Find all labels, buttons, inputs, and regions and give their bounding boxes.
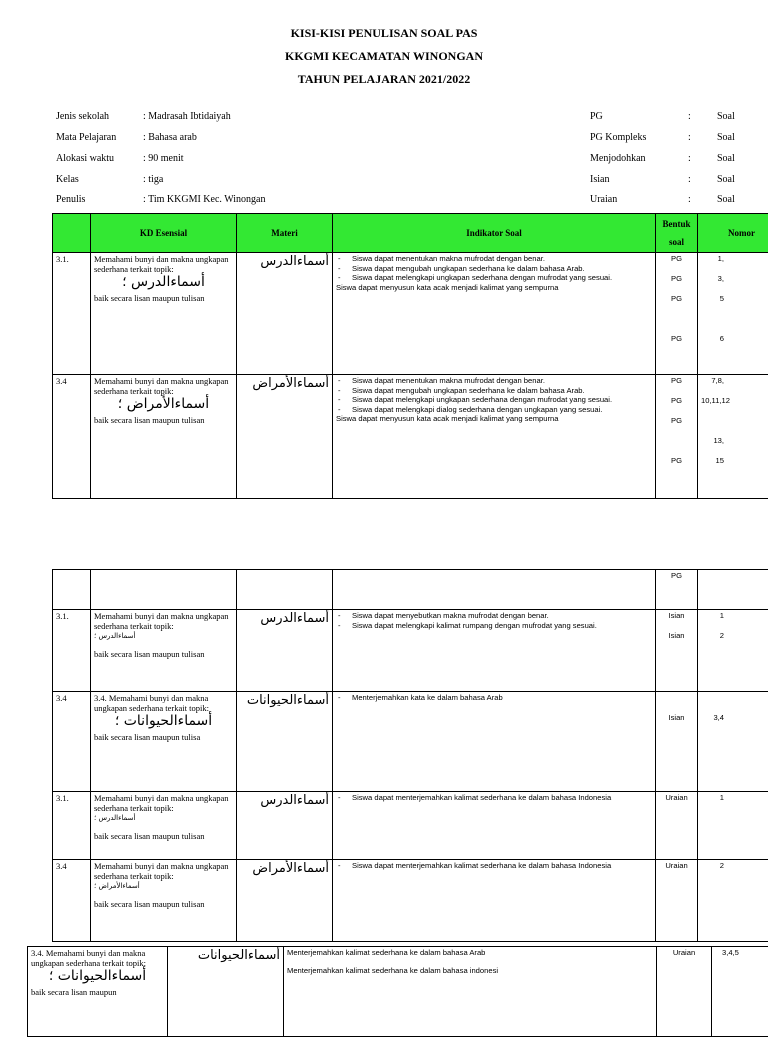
indikator-cell bbox=[333, 253, 656, 375]
bentuk-value: Isian bbox=[659, 713, 694, 733]
materi-cell: أسماءالحيوانات bbox=[168, 947, 284, 1037]
materi-cell: أسماءالأمراض bbox=[237, 860, 333, 942]
nomor-cell bbox=[698, 253, 768, 375]
bentuk-value bbox=[659, 314, 694, 334]
kd-text-2: baik secara lisan maupun tulisa bbox=[94, 732, 233, 742]
info-label: PG Kompleks bbox=[590, 132, 646, 143]
bentuk-cell bbox=[656, 375, 698, 499]
kisi-table bbox=[52, 213, 768, 499]
info-value: Soal bbox=[717, 132, 735, 143]
bentuk-value bbox=[659, 436, 694, 456]
materi-cell bbox=[237, 570, 333, 610]
info-sep: : bbox=[688, 194, 691, 205]
kd-arabic-topic: أسماءالأمراض ؛ bbox=[94, 881, 233, 891]
bentuk-value: Uraian bbox=[656, 792, 698, 860]
kd-number: 3.1. bbox=[53, 253, 91, 375]
kd-cell bbox=[91, 570, 237, 610]
bentuk-value: PG bbox=[659, 254, 694, 274]
bentuk-value bbox=[659, 693, 694, 713]
kd-text-2: baik secara lisan maupun tulisan bbox=[94, 415, 233, 425]
indikator-cell bbox=[333, 610, 656, 692]
nomor-value: 7,8, bbox=[701, 376, 724, 396]
kd-cell bbox=[91, 610, 237, 692]
info-sep: : bbox=[688, 111, 691, 122]
bentuk-value: PG bbox=[659, 294, 694, 314]
header-no bbox=[53, 214, 91, 253]
indikator-item: - Menterjemahkan kata ke dalam bahasa Arab bbox=[336, 693, 652, 703]
kisi-table-continued bbox=[52, 569, 768, 942]
bentuk-value: PG bbox=[659, 334, 694, 354]
info-label: Penulis bbox=[56, 194, 85, 205]
bentuk-cell bbox=[656, 253, 698, 375]
bentuk-value: PG bbox=[659, 416, 694, 436]
table-row bbox=[53, 253, 768, 375]
info-value: Soal bbox=[717, 194, 735, 205]
materi-cell: أسماءالحيوانات bbox=[237, 692, 333, 792]
nomor-value: 15 bbox=[701, 456, 724, 476]
nomor-cell bbox=[698, 692, 768, 792]
kd-cell bbox=[91, 253, 237, 375]
indikator-tail: Siswa dapat menyusun kata acak menjadi kalimat yang sempurna bbox=[336, 414, 652, 424]
kd-cell bbox=[91, 375, 237, 499]
kd-number: 3.4 bbox=[53, 692, 91, 792]
info-value: Soal bbox=[717, 174, 735, 185]
kd-text: Memahami bunyi dan makna ungkapan sederhana terkait topik: bbox=[94, 793, 233, 813]
nomor-value bbox=[701, 416, 724, 436]
doc-title-line2: KKGMI KECAMATAN WINONGAN bbox=[0, 49, 768, 64]
kd-text: Memahami bunyi dan makna ungkapan sederhana terkait topik: bbox=[94, 611, 233, 631]
kd-cell bbox=[91, 860, 237, 942]
kd-text: 3.4. Memahami bunyi dan makna ungkapan sederhana terkait topik: bbox=[94, 693, 233, 713]
kd-text: Memahami bunyi dan makna ungkapan sederhana terkait topik: bbox=[94, 254, 233, 274]
info-label: Alokasi waktu bbox=[56, 153, 114, 164]
kd-text-2: baik secara lisan maupun tulisan bbox=[94, 649, 233, 659]
kd-number: 3.1. bbox=[53, 610, 91, 692]
nomor-value: 2 bbox=[701, 631, 724, 651]
header-indikator: Indikator Soal bbox=[333, 214, 656, 253]
bentuk-value: PG bbox=[659, 456, 694, 476]
kd-number bbox=[53, 570, 91, 610]
table-row bbox=[53, 692, 768, 792]
info-value: : tiga bbox=[143, 174, 163, 185]
materi-cell: أسماءالدرس bbox=[237, 792, 333, 860]
nomor-value: 1 bbox=[701, 611, 724, 631]
kd-text-2: baik secara lisan maupun tulisan bbox=[94, 899, 233, 909]
bentuk-value: PG bbox=[656, 570, 698, 610]
header-kd: KD Esensial bbox=[91, 214, 237, 253]
indikator-item: - Siswa dapat menyebutkan makna mufrodat dengan benar. bbox=[336, 611, 652, 621]
nomor-value: 3,4,5 bbox=[712, 947, 768, 1037]
info-value: : Madrasah Ibtidaiyah bbox=[143, 111, 231, 122]
indikator-item: Menterjemahkan kalimat sederhana ke dalam bahasa Arab bbox=[287, 948, 653, 958]
kd-text-2: baik secara lisan maupun bbox=[31, 987, 164, 997]
indikator-item: - Siswa dapat menentukan makna mufrodat dengan benar. bbox=[336, 376, 652, 386]
info-label: Uraian bbox=[590, 194, 617, 205]
kisi-table-last bbox=[27, 946, 768, 1037]
table-row bbox=[53, 610, 768, 692]
nomor-value: 13, bbox=[701, 436, 724, 456]
indikator-item: - Siswa dapat mengubah ungkapan sederhana ke dalam bahasa Arab. bbox=[336, 264, 652, 274]
header-bentuk bbox=[656, 214, 698, 253]
nomor-cell bbox=[698, 570, 768, 610]
header-bentuk-1: Bentuk bbox=[662, 219, 690, 229]
kd-number: 3.4 bbox=[53, 860, 91, 942]
header-nomor: Nomor bbox=[698, 214, 768, 253]
indikator-cell bbox=[333, 860, 656, 942]
kd-arabic-topic: أسماءالأمراض ؛ bbox=[94, 399, 233, 409]
nomor-value bbox=[701, 314, 724, 334]
info-sep: : bbox=[688, 132, 691, 143]
indikator-item: - Siswa dapat melengkapi ungkapan sederhana dengan mufrodat yang sesuai. bbox=[336, 273, 652, 283]
info-sep: : bbox=[688, 174, 691, 185]
kd-cell bbox=[91, 692, 237, 792]
bentuk-value: PG bbox=[659, 376, 694, 396]
indikator-item: - Siswa dapat menterjemahkan kalimat sederhana ke dalam bahasa Indonesia bbox=[336, 861, 652, 871]
materi-cell: أسماءالدرس bbox=[237, 610, 333, 692]
nomor-value: 3,4 bbox=[701, 713, 724, 733]
table-header-row bbox=[53, 214, 768, 253]
bentuk-cell bbox=[656, 692, 698, 792]
kd-number: 3.4 bbox=[53, 375, 91, 499]
kd-number: 3.1. bbox=[53, 792, 91, 860]
info-value: Soal bbox=[717, 111, 735, 122]
kd-text-2: baik secara lisan maupun tulisan bbox=[94, 831, 233, 841]
info-value: Soal bbox=[717, 153, 735, 164]
info-value: : 90 menit bbox=[143, 153, 184, 164]
bentuk-cell bbox=[656, 610, 698, 692]
kd-text: Memahami bunyi dan makna ungkapan sederhana terkait topik: bbox=[94, 376, 233, 396]
nomor-value: 10,11,12 bbox=[701, 396, 724, 416]
indikator-item: - Siswa dapat melengkapi dialog sederhana dengan ungkapan yang sesuai. bbox=[336, 405, 652, 415]
kd-arabic-topic: أسماءالحيوانات ؛ bbox=[31, 971, 164, 981]
kd-arabic-topic: أسماءالدرس ؛ bbox=[94, 813, 233, 823]
doc-title-line3: TAHUN PELAJARAN 2021/2022 bbox=[0, 72, 768, 87]
nomor-value: 3, bbox=[701, 274, 724, 294]
nomor-value bbox=[701, 693, 724, 713]
info-label: Mata Pelajaran bbox=[56, 132, 116, 143]
bentuk-value: PG bbox=[659, 274, 694, 294]
bentuk-value: PG bbox=[659, 396, 694, 416]
info-label: Kelas bbox=[56, 174, 79, 185]
indikator-cell bbox=[333, 570, 656, 610]
materi-cell: أسماءالدرس bbox=[237, 253, 333, 375]
materi-cell: أسماءالأمراض bbox=[237, 375, 333, 499]
info-sep: : bbox=[688, 153, 691, 164]
indikator-item: - Siswa dapat menentukan makna mufrodat dengan benar. bbox=[336, 254, 652, 264]
indikator-cell bbox=[284, 947, 657, 1037]
indikator-tail: Siswa dapat menyusun kata acak menjadi kalimat yang sempurna bbox=[336, 283, 652, 293]
kd-arabic-topic: أسماءالحيوانات ؛ bbox=[94, 716, 233, 726]
nomor-value: 1, bbox=[701, 254, 724, 274]
nomor-value: 1 bbox=[698, 792, 768, 860]
table-row bbox=[28, 947, 768, 1037]
table-row bbox=[53, 375, 768, 499]
bentuk-value: Isian bbox=[659, 631, 694, 651]
bentuk-value: Uraian bbox=[656, 860, 698, 942]
kd-text: 3.4. Memahami bunyi dan makna ungkapan sederhana terkait topik: bbox=[31, 948, 164, 968]
kd-cell bbox=[91, 792, 237, 860]
kd-text-2: baik secara lisan maupun tulisan bbox=[94, 293, 233, 303]
indikator-cell bbox=[333, 692, 656, 792]
kd-arabic-topic: أسماءالدرس ؛ bbox=[94, 631, 233, 641]
bentuk-value: Isian bbox=[659, 611, 694, 631]
table-row bbox=[53, 792, 768, 860]
indikator-item: - Siswa dapat melengkapi ungkapan sederhana dengan mufrodat yang sesuai. bbox=[336, 395, 652, 405]
indikator-cell bbox=[333, 792, 656, 860]
indikator-item: - Siswa dapat menterjemahkan kalimat sederhana ke dalam bahasa Indonesia bbox=[336, 793, 652, 803]
indikator-item: Menterjemahkan kalimat sederhana ke dalam bahasa indonesi bbox=[287, 966, 653, 976]
indikator-cell bbox=[333, 375, 656, 499]
table-row bbox=[53, 570, 768, 610]
nomor-value: 6 bbox=[701, 334, 724, 354]
table-row bbox=[53, 860, 768, 942]
info-value: : Tim KKGMI Kec. Winongan bbox=[143, 194, 265, 205]
indikator-item: - Siswa dapat mengubah ungkapan sederhana ke dalam bahasa Arab. bbox=[336, 386, 652, 396]
kd-cell bbox=[28, 947, 168, 1037]
info-label: Menjodohkan bbox=[590, 153, 646, 164]
nomor-value: 5 bbox=[701, 294, 724, 314]
indikator-item: - Siswa dapat melengkapi kalimat rumpang dengan mufrodat yang sesuai. bbox=[336, 621, 652, 631]
nomor-cell bbox=[698, 610, 768, 692]
bentuk-value: Uraian bbox=[657, 947, 712, 1037]
nomor-cell bbox=[698, 375, 768, 499]
info-label: Jenis sekolah bbox=[56, 111, 109, 122]
kd-arabic-topic: أسماءالدرس ؛ bbox=[94, 277, 233, 287]
doc-title-line1: KISI-KISI PENULISAN SOAL PAS bbox=[0, 26, 768, 41]
header-bentuk-2: soal bbox=[669, 237, 684, 247]
info-value: : Bahasa arab bbox=[143, 132, 197, 143]
header-materi: Materi bbox=[237, 214, 333, 253]
info-label: Isian bbox=[590, 174, 609, 185]
info-label: PG bbox=[590, 111, 603, 122]
kd-text: Memahami bunyi dan makna ungkapan sederhana terkait topik: bbox=[94, 861, 233, 881]
nomor-value: 2 bbox=[698, 860, 768, 942]
